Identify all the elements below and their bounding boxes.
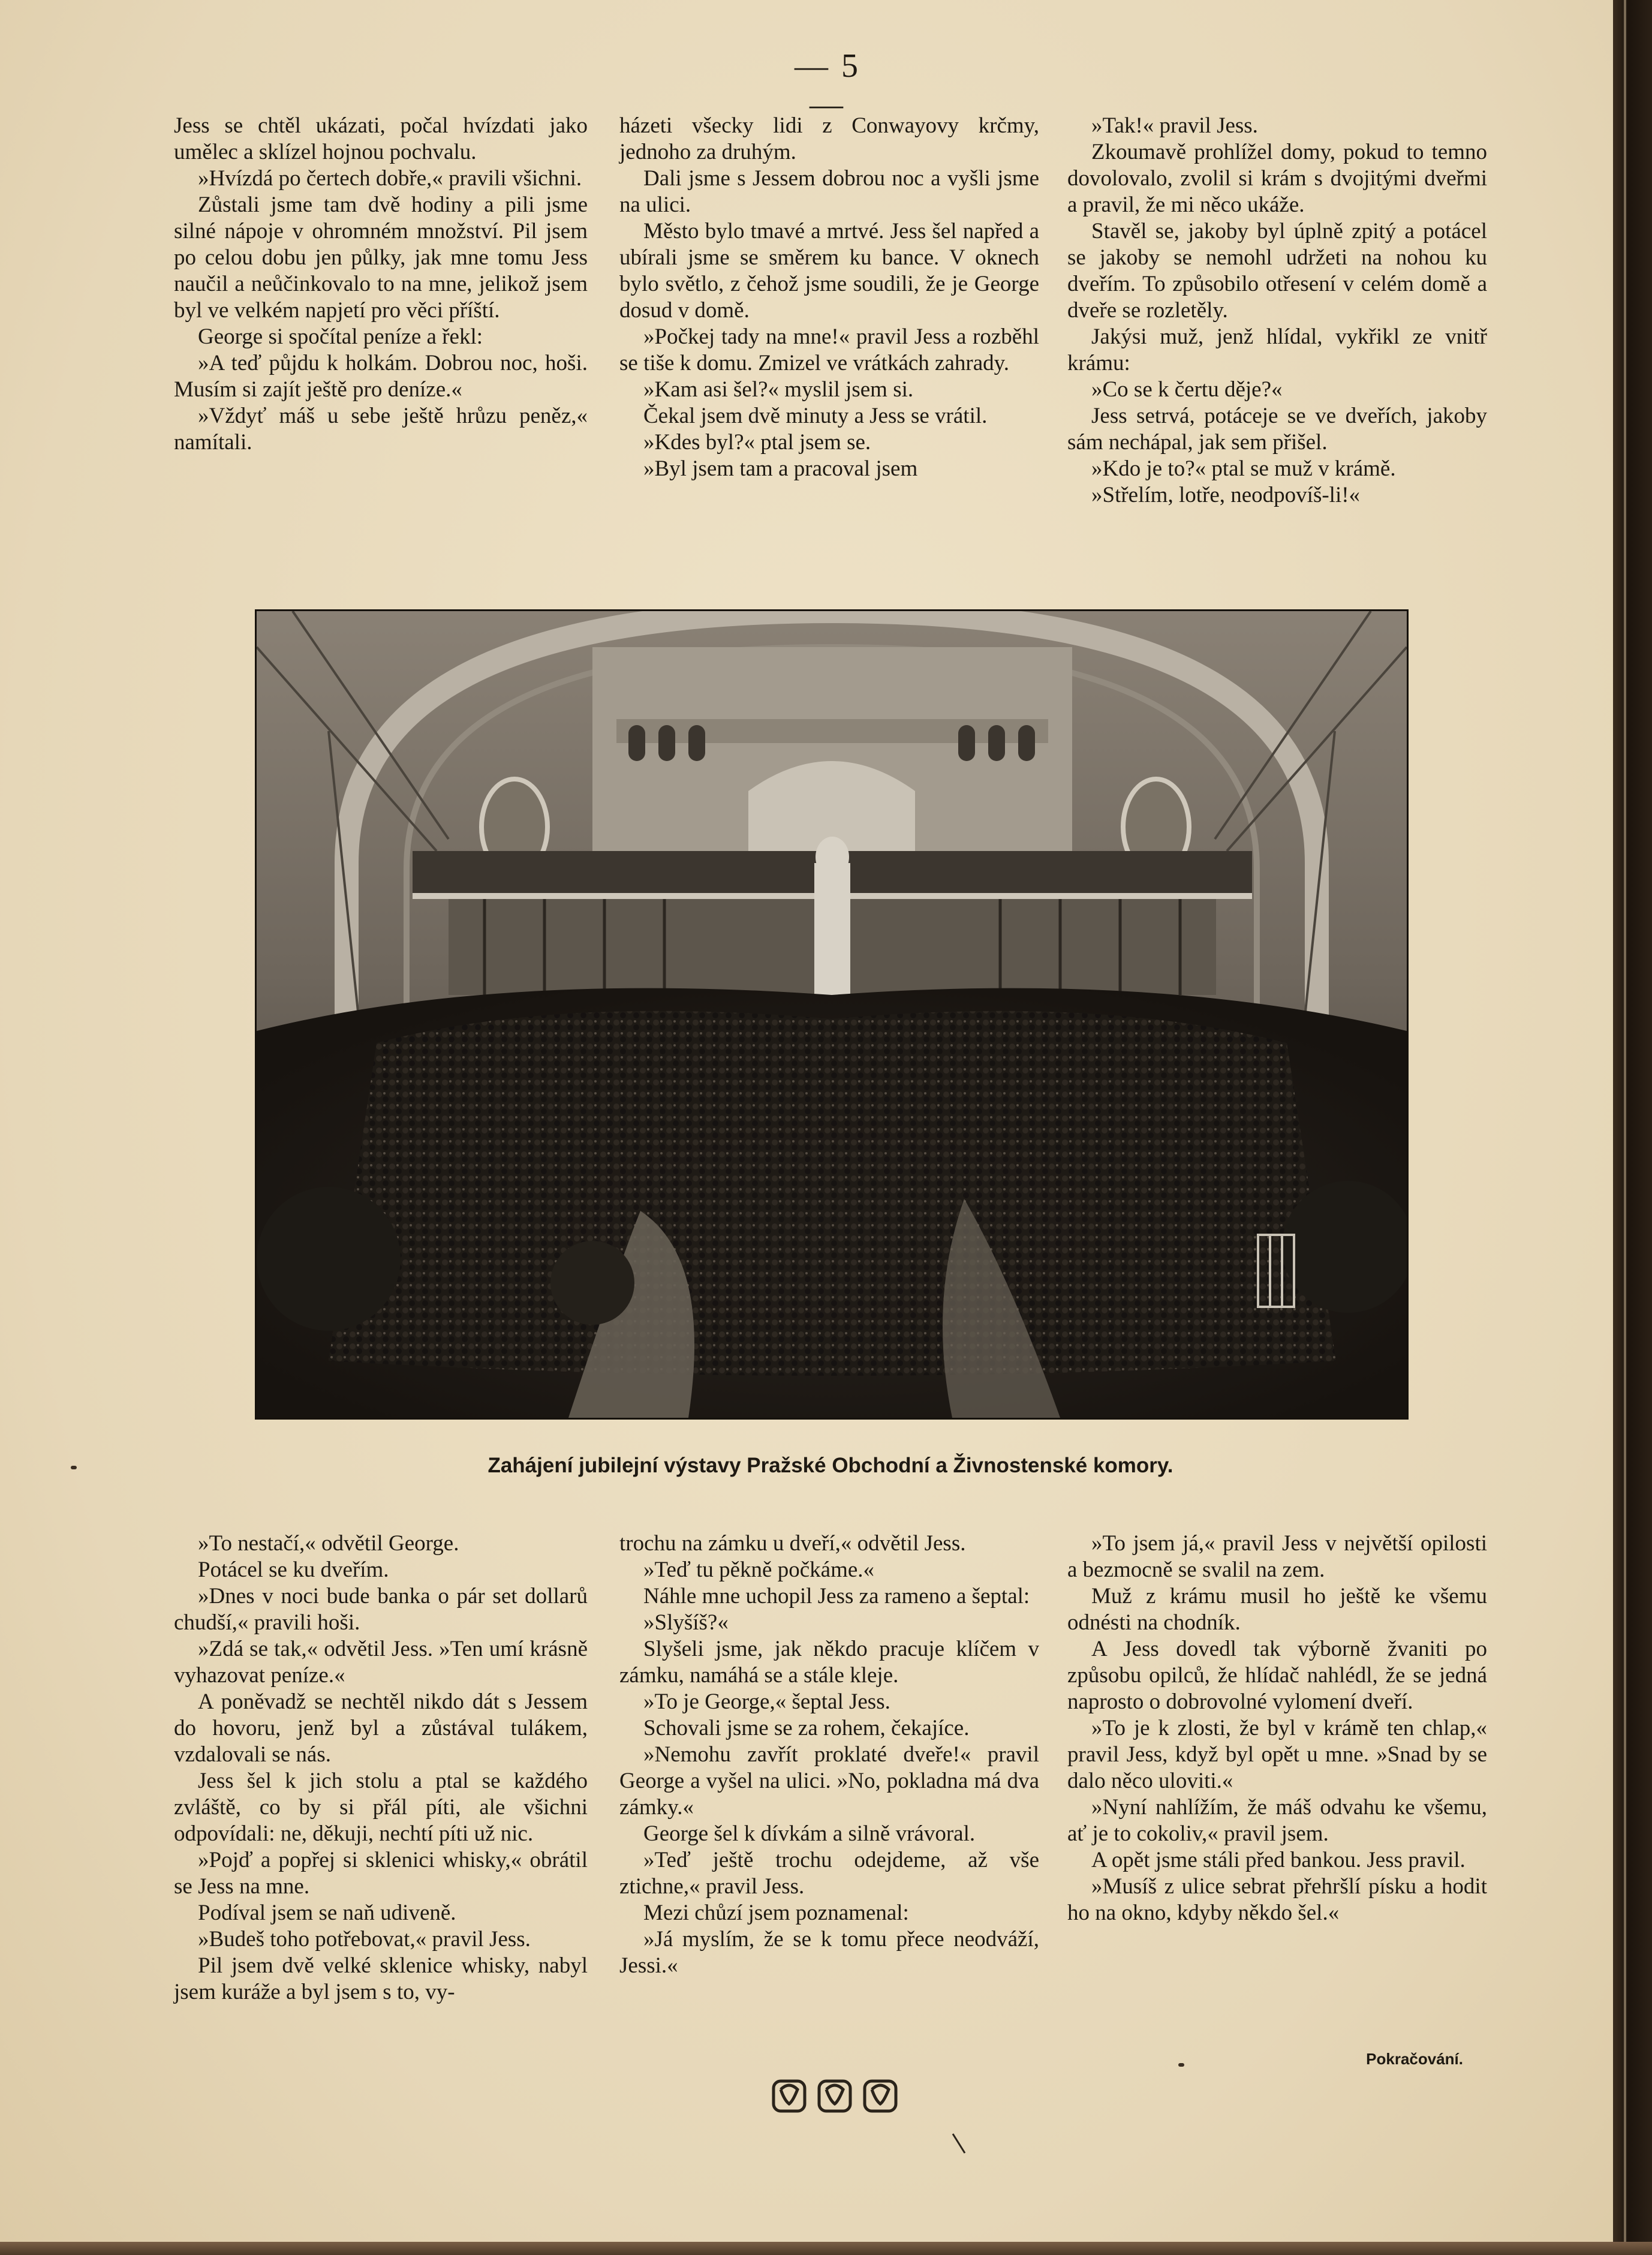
paragraph: Čekal jsem dvě minuty a Jess se vrátil. xyxy=(643,404,988,428)
paragraph: »Pojď a popřej si sklenici whisky,« obrátil se Jess na mne. xyxy=(174,1848,588,1899)
paragraph: »Byl jsem tam a pracoval jsem xyxy=(643,456,918,481)
page-binding-edge xyxy=(1613,0,1652,2255)
paragraph: házeti všecky lidi z Conwayovy krčmy, jednoho za druhým. xyxy=(619,113,1039,164)
paragraph: »To je George,« šeptal Jess. xyxy=(643,1689,890,1714)
paragraph: »Kdes byl?« ptal jsem se. xyxy=(643,430,871,455)
paragraph: »Teď tu pěkně počkáme.« xyxy=(643,1558,875,1582)
bottom-column-1 xyxy=(174,1531,588,2006)
paragraph: Potácel se ku dveřím. xyxy=(198,1558,389,1582)
paragraph: Zkoumavě prohlížel domy, pokud to temno dovolovalo, zvolil si krám s dvojitými dveřmi a pravil, že mi něco ukáže. xyxy=(1067,140,1487,217)
bottom-column-2 xyxy=(619,1531,1039,1979)
paragraph: George si spočítal peníze a řekl: xyxy=(198,324,483,349)
paragraph: Jess se chtěl ukázati, počal hvízdati jako umělec a sklízel hojnou pochvalu. xyxy=(174,113,588,164)
paragraph: Pil jsem dvě velké sklenice whisky, nabyl jsem kuráže a byl jsem s to, vy- xyxy=(174,1953,588,2004)
paragraph: »Dnes v noci bude banka o pár set dollarů chudší,« pravili hoši. xyxy=(174,1584,588,1635)
paragraph: »Teď ještě trochu odejdeme, až vše ztichne,« pravil Jess. xyxy=(619,1848,1039,1899)
paragraph: Mezi chůzí jsem poznamenal: xyxy=(643,1901,909,1925)
paragraph: A poněvadž se nechtěl nikdo dát s Jessem do hovoru, jenž byl a zůstával tulákem, vzdalovali se nás. xyxy=(174,1689,588,1767)
paragraph: trochu na zámku u dveří,« odvětil Jess. xyxy=(619,1531,966,1556)
paragraph: A opět jsme stáli před bankou. Jess pravil. xyxy=(1091,1848,1466,1872)
paragraph: Náhle mne uchopil Jess za rameno a šeptal: xyxy=(643,1584,1030,1608)
paragraph: Jess setrvá, potáceje se ve dveřích, jakoby sám nechápal, jak sem přišel. xyxy=(1067,404,1487,455)
paragraph: »To je k zlosti, že byl v krámě ten chlap,« pravil Jess, když byl opět u mne. »Snad by se dalo něco uloviti.« xyxy=(1067,1716,1487,1793)
top-column-2 xyxy=(619,113,1039,482)
page-bottom-edge xyxy=(0,2242,1652,2255)
paragraph: Jakýsi muž, jenž hlídal, vykřikl ze vnitř krámu: xyxy=(1067,324,1487,375)
paragraph: »Zdá se tak,« odvětil Jess. »Ten umí krásně vyhazovat peníze.« xyxy=(174,1637,588,1688)
paragraph: »Kdo je to?« ptal se muž v krámě. xyxy=(1091,456,1396,481)
paragraph: »Počkej tady na mne!« pravil Jess a rozběhl se tiše k domu. Zmizel ve vrátkách zahrady. xyxy=(619,324,1039,375)
paragraph: »Musíš z ulice sebrat přehršlí písku a hodit ho na okno, kdyby někdo šel.« xyxy=(1067,1874,1487,1925)
paragraph: Schovali jsme se za rohem, čekajíce. xyxy=(643,1716,970,1740)
paragraph: »To nestačí,« odvětil George. xyxy=(198,1531,459,1556)
paragraph: Zůstali jsme tam dvě hodiny a pili jsme silné nápoje v ohromném množství. Pil jsem po celou dobu jen půlky, jak mne tomu Jess naučil a neůčinkovalo to na mne, jelikož jsem byl ve velkém napjetí pro věci příští. xyxy=(174,193,588,323)
paragraph: Stavěl se, jakoby byl úplně zpitý a potácel se jakoby se nemohl udržeti na nohou ku dveřím. To způsobilo otřesení v celém domě a dveře se rozletěly. xyxy=(1067,219,1487,323)
paragraph: »Co se k čertu děje?« xyxy=(1091,377,1283,402)
paragraph: Slyšeli jsme, jak někdo pracuje klíčem v zámku, namáhá se a stále kleje. xyxy=(619,1637,1039,1688)
print-speck xyxy=(71,1466,77,1469)
paragraph: »Kam asi šel?« myslil jsem si. xyxy=(643,377,914,402)
top-column-1 xyxy=(174,113,588,456)
binding-stripe xyxy=(1624,0,1626,2255)
print-mark xyxy=(950,2131,968,2155)
paragraph: »Budeš toho potřebovat,« pravil Jess. xyxy=(198,1927,531,1952)
paragraph: »Hvízdá po čertech dobře,« pravili všichni. xyxy=(198,166,582,191)
paragraph: Dali jsme s Jessem dobrou noc a vyšli jsme na ulici. xyxy=(619,166,1039,217)
continued-label: Pokračování. xyxy=(1366,2050,1463,2068)
page-number: — 5 — xyxy=(795,47,860,123)
paragraph: Město bylo tmavé a mrtvé. Jess šel napřed a ubírali jsme se směrem ku bance. V oknech bylo světlo, z čehož jsme soudili, že je George dosud v domě. xyxy=(619,219,1039,323)
ornament-icon xyxy=(769,2074,901,2116)
top-column-3 xyxy=(1067,113,1487,509)
paragraph: »To jsem já,« pravil Jess v největší opilosti a bezmocně se svalil na zem. xyxy=(1067,1531,1487,1582)
paragraph: »Já myslím, že se k tomu přece neodváží, Jessi.« xyxy=(619,1927,1039,1978)
exhibition-hall-photo xyxy=(255,609,1409,1420)
paragraph: »Střelím, lotře, neodpovíš-li!« xyxy=(1091,483,1361,507)
paragraph: Podíval jsem se naň udiveně. xyxy=(198,1901,456,1925)
paragraph: Muž z krámu musil ho ještě ke všemu odnésti na chodník. xyxy=(1067,1584,1487,1635)
paragraph: »Nemohu zavřít proklaté dveře!« pravil George a vyšel na ulici. »No, pokladna má dva zámky.« xyxy=(619,1742,1039,1820)
paragraph: »Slyšíš?« xyxy=(643,1610,729,1635)
bottom-column-3 xyxy=(1067,1531,1487,1926)
paragraph: Jess šel k jich stolu a ptal se každého zvláště, co by si přál píti, ale všichni odpovídali: ne, děkuji, nechtí píti už nic. xyxy=(174,1769,588,1846)
photo-caption: Zahájení jubilejní výstavy Pražské Obchodní a Živnostenské komory. xyxy=(488,1454,1173,1477)
paragraph: A Jess dovedl tak výborně žvaniti po způsobu opilců, že hlídač nahlédl, že se jedná naprosto o dobrovolné vylomení dveří. xyxy=(1067,1637,1487,1714)
paragraph: »A teď půjdu k holkám. Dobrou noc, hoši. Musím si zajít ještě pro deníze.« xyxy=(174,351,588,402)
paragraph: »Nyní nahlížím, že máš odvahu ke všemu, ať je to cokoliv,« pravil jsem. xyxy=(1067,1795,1487,1846)
print-speck xyxy=(1178,2063,1184,2067)
paragraph: George šel k dívkám a silně vrávoral. xyxy=(643,1821,976,1846)
photo-illustration xyxy=(257,611,1407,1418)
paragraph: »Vždyť máš u sebe ještě hrůzu peněz,« namítali. xyxy=(174,404,588,455)
paragraph: »Tak!« pravil Jess. xyxy=(1091,113,1258,138)
